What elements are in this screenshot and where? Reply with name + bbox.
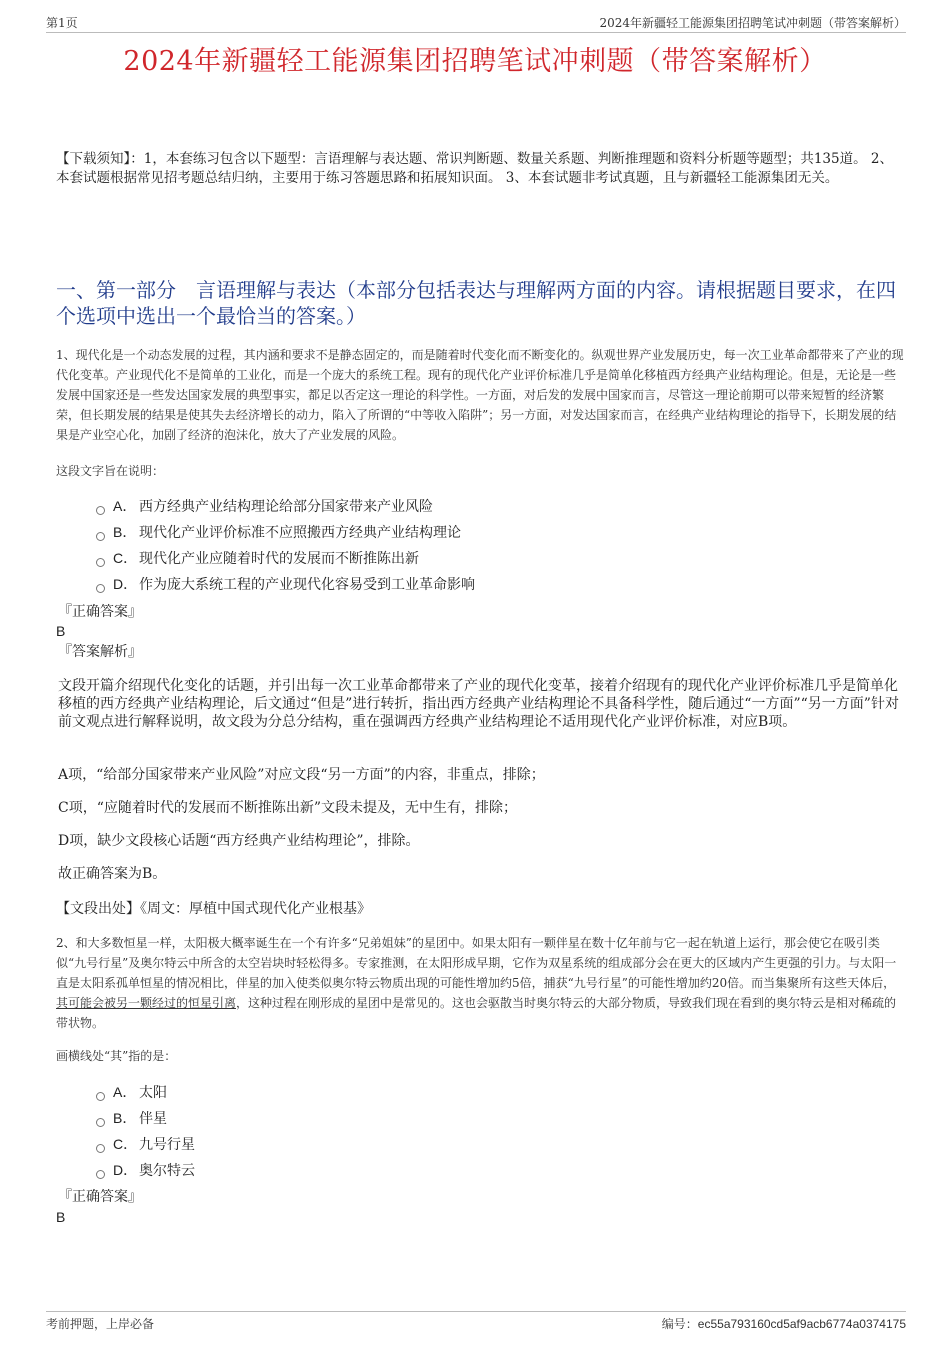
analysis-paragraph: D项，缺少文段核心话题“西方经典产业结构理论”，排除。 [58, 833, 420, 849]
option-b[interactable]: B． 现代化产业评价标准不应照搬西方经典产业结构理论 [96, 519, 475, 545]
source-citation: 【文段出处】《周文：厚植中国式现代化产业根基》 [56, 901, 371, 917]
question-2-text: 2、和大多数恒星一样，太阳极大概率诞生在一个有许多“兄弟姐妹”的星团中。如果太阳有一颗伴星在数十亿年前与它一起在轨道上运行，那会使它在吸引类似“九号行星”及奥尔特云中所含的太空岩块时轻松得多。专家推测，在太阳形成早期，它作为双星系统的组成部分会在更大的区域内产生更强的引力。与太阳一直是太阳系孤单恒星的情况相比，伴星的加入使类似奥尔特云物质出现的可能性增加约5倍，捕获“九号行星”的可能性增加约20倍。而当集聚所有这些天体后，其可能会被另一颗经过的恒星引离，这种过程在刚形成的星团中是常见的。这也会驱散当时奥尔特云的大部分物质，导致我们现在看到的奥尔特云是相对稀疏的带状物。 [56, 936, 897, 1030]
analysis-paragraph: A项，“给部分国家带来产业风险”对应文段“另一方面”的内容，非重点，排除； [58, 767, 545, 783]
radio-icon[interactable] [96, 1144, 105, 1153]
question-1-stem: 这段文字旨在说明： [56, 464, 165, 478]
section-heading: 一、第一部分 言语理解与表达（本部分包括表达与理解两方面的内容。请根据题目要求，在四个选项中选出一个最恰当的答案。） [56, 278, 896, 328]
analysis-paragraph: C项，“应随着时代的发展而不断推陈出新”文段未提及，无中生有，排除； [58, 800, 518, 816]
option-b[interactable]: B． 伴星 [96, 1105, 195, 1131]
radio-icon[interactable] [96, 558, 105, 567]
footer-code: 编号：ec55a793160cd5af9acb6774a0374175 [661, 1317, 906, 1331]
underlined-phrase: 其可能会被另一颗经过的恒星引离 [56, 996, 237, 1010]
answer-value: B [56, 623, 66, 639]
option-c[interactable]: C． 现代化产业应随着时代的发展而不断推陈出新 [96, 545, 475, 571]
option-a[interactable]: A． 西方经典产业结构理论给部分国家带来产业风险 [96, 493, 475, 519]
radio-icon[interactable] [96, 1092, 105, 1101]
option-c[interactable]: C． 九号行星 [96, 1131, 195, 1157]
question-1-options [96, 493, 475, 597]
page-title: 2024年新疆轻工能源集团招聘笔试冲刺题（带答案解析） [123, 46, 827, 77]
question-2-options [96, 1079, 195, 1183]
analysis-paragraph: 故正确答案为B。 [58, 866, 167, 882]
radio-icon[interactable] [96, 532, 105, 541]
analysis-label: 『答案解析』 [58, 644, 142, 660]
answer-label: 『正确答案』 [58, 604, 142, 620]
radio-icon[interactable] [96, 584, 105, 593]
answer-value: B [56, 1209, 66, 1225]
analysis-paragraph: 文段开篇介绍现代化变化的话题，并引出每一次工业革命都带来了产业的现代化变革，接着介绍现有的现代化产业评价标准几乎是简单化移植的西方经典产业结构理论，后文通过“但是”进行转折，指出西方经典产业结构理论不具备科学性，随后通过“一方面”“另一方面”针对前文观点进行解释说明，故文段为分总分结构，重在强调西方经典产业结构理论不适用现代化产业评价标准，对应B项。 [58, 678, 899, 730]
radio-icon[interactable] [96, 1118, 105, 1127]
radio-icon[interactable] [96, 506, 105, 515]
header-doc-title: 2024年新疆轻工能源集团招聘笔试冲刺题（带答案解析） [599, 16, 906, 30]
option-a[interactable]: A． 太阳 [96, 1079, 195, 1105]
question-2-stem: 画横线处“其”指的是： [56, 1049, 177, 1063]
page-header [46, 14, 906, 33]
answer-label: 『正确答案』 [58, 1189, 142, 1205]
option-d[interactable]: D． 奥尔特云 [96, 1157, 195, 1183]
option-d[interactable]: D． 作为庞大系统工程的产业现代化容易受到工业革命影响 [96, 571, 475, 597]
download-notice: 【下载须知】：1，本套练习包含以下题型：言语理解与表达题、常识判断题、数量关系题、判断推理题和资料分析题等题型；共135道。 2、本套试题根据常见招考题总结归纳，主要用于练习答题思路和拓展知识面。 3、本套试题非考试真题，且与新疆轻工能源集团无关。 [56, 151, 893, 186]
page-footer [46, 1311, 906, 1332]
footer-slogan: 考前押题，上岸必备 [46, 1317, 155, 1331]
question-1-text: 1、现代化是一个动态发展的过程，其内涵和要求不是静态固定的，而是随着时代变化而不断变化的。纵观世界产业发展历史，每一次工业革命都带来了产业的现代化变革。产业现代化不是简单的工业化，而是一个庞大的系统工程。现有的现代化产业评价标准几乎是简单化移植西方经典产业结构理论。但是，无论是一些发展中国家还是一些发达国家发展的典型事实，都足以否定这一理论的科学性。一方面，对后发的发展中国家而言，尽管这一理论前期可以带来短暂的经济繁荣，但长期发展的结果是使其失去经济增长的动力，陷入了所谓的“中等收入陷阱”；另一方面，对发达国家而言，在经典产业结构理论的指导下，长期发展的结果是产业空心化，加剧了经济的泡沫化，放大了产业发展的风险。 [56, 348, 904, 442]
radio-icon[interactable] [96, 1170, 105, 1179]
page-number: 第1页 [46, 16, 78, 30]
